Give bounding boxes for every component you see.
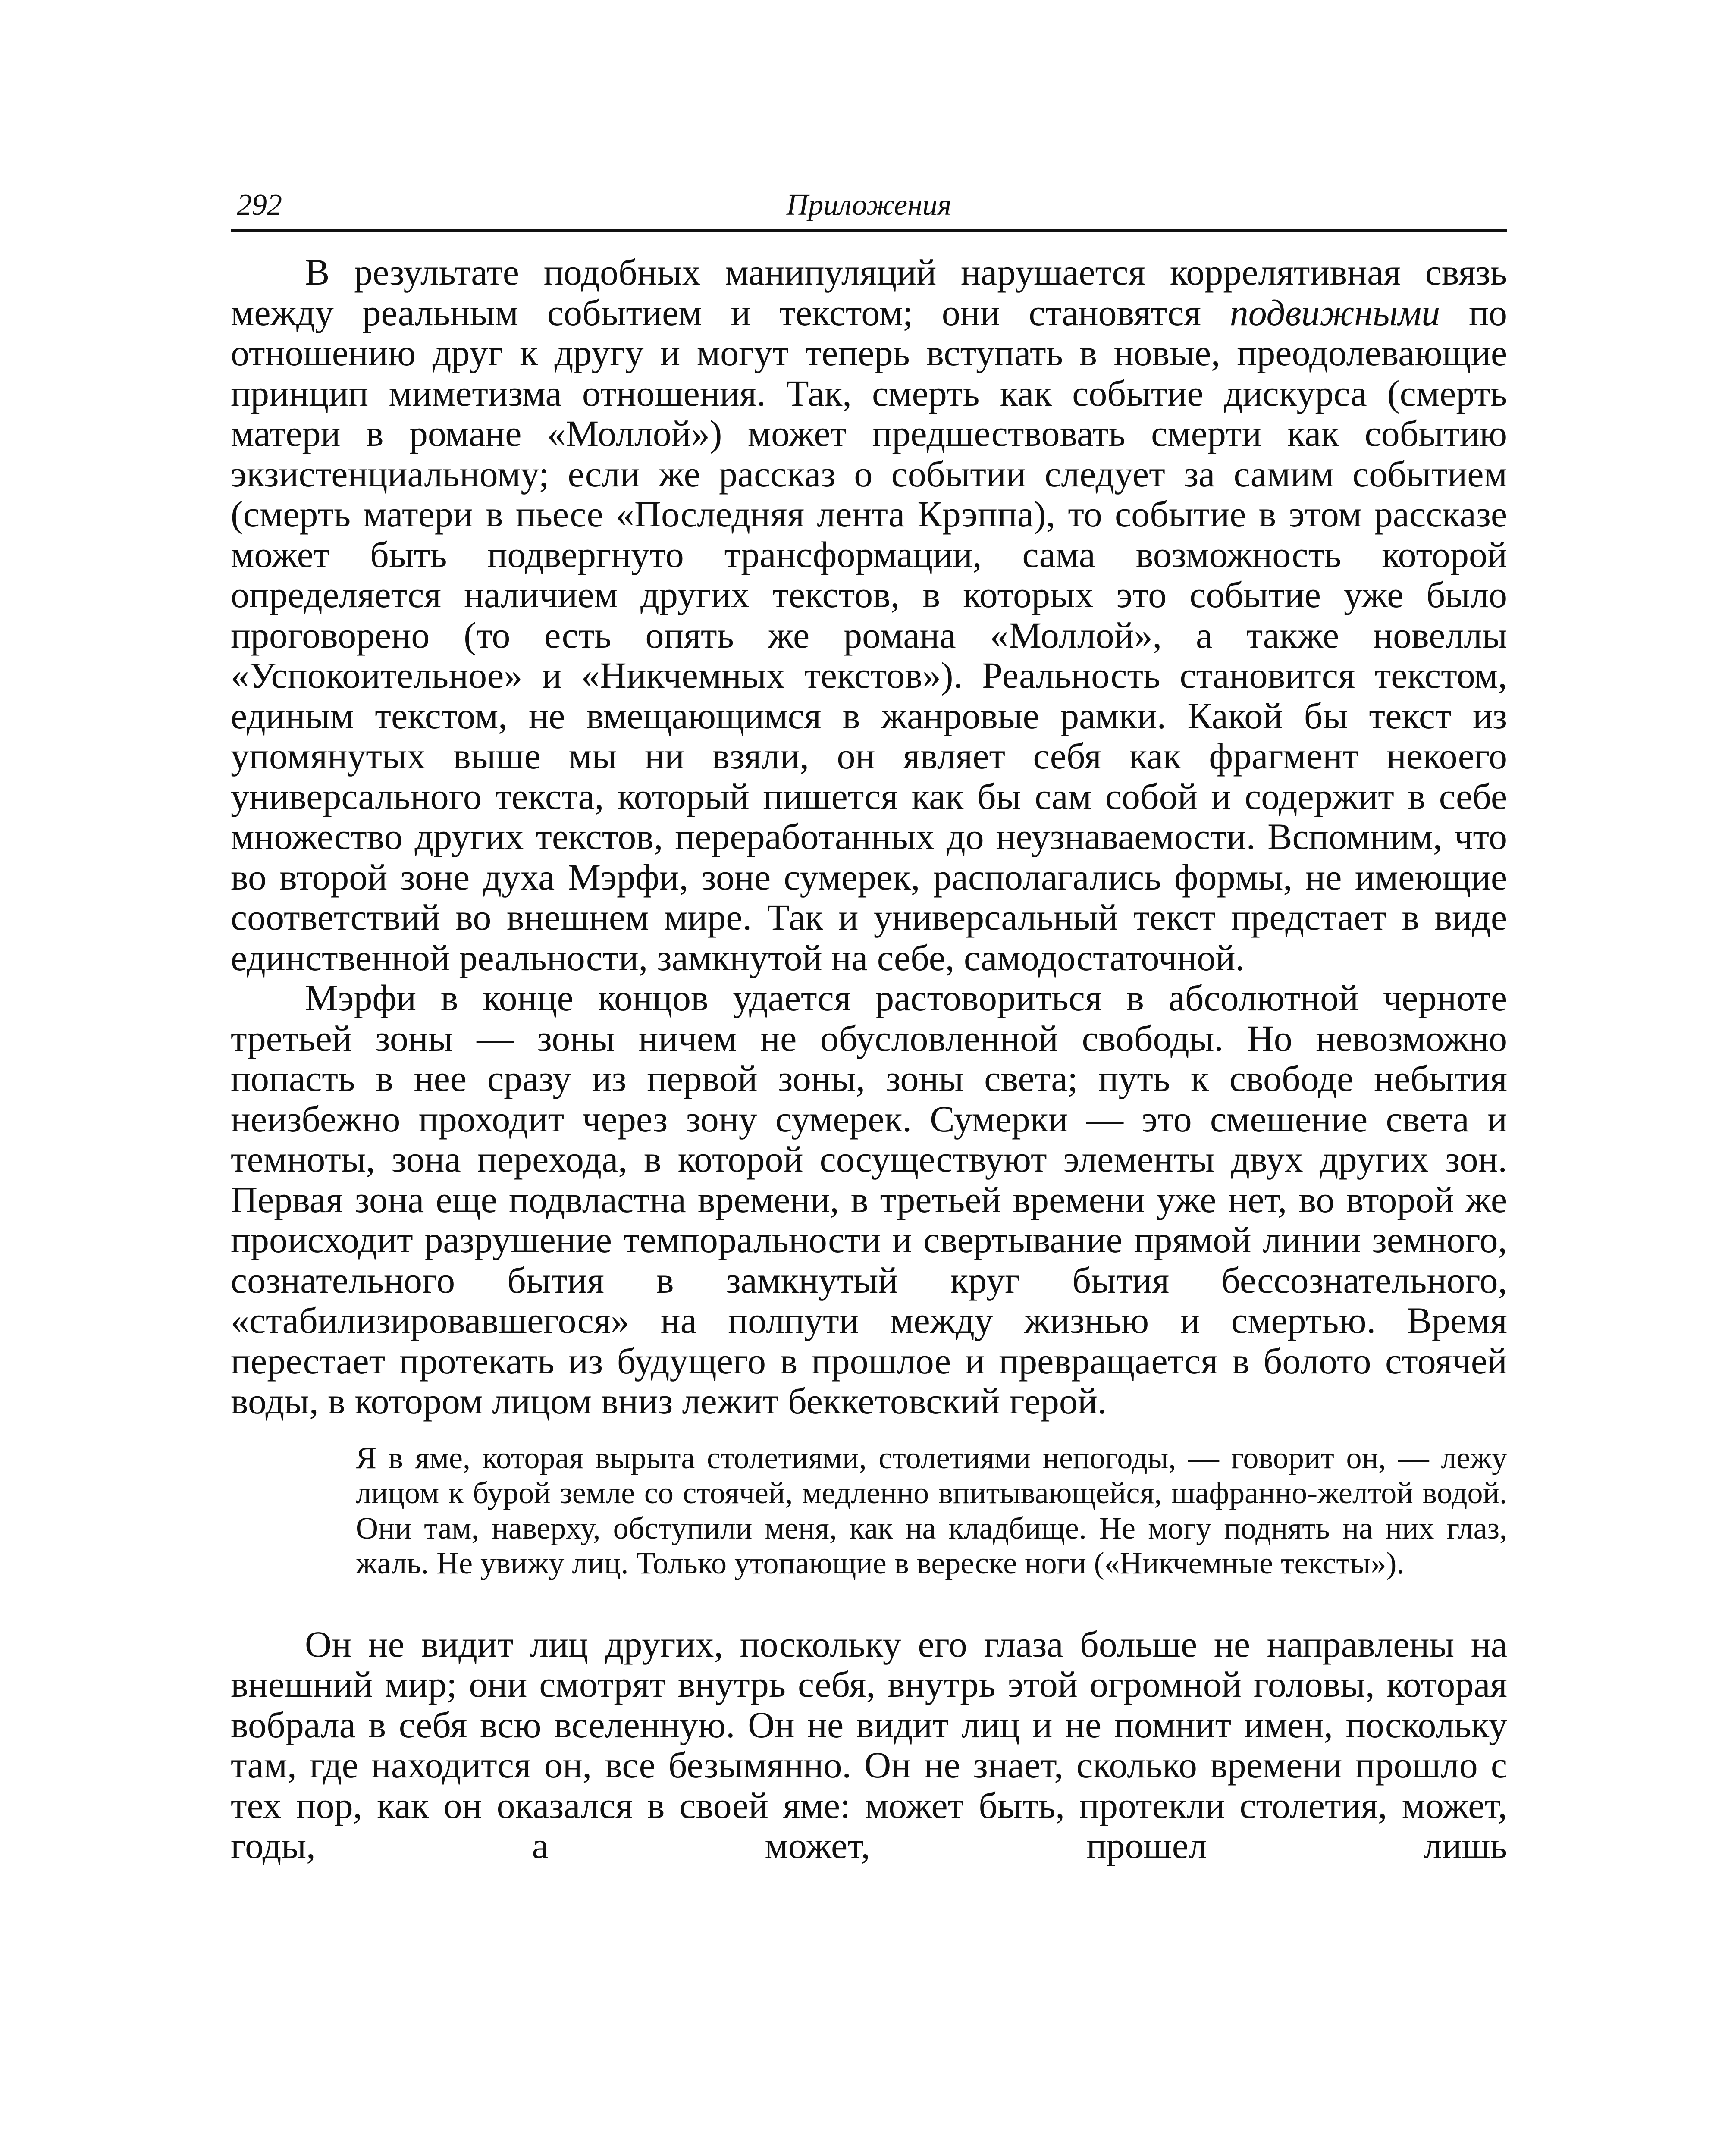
emphasized-word: подвижными: [1229, 291, 1440, 333]
block-quote: [356, 1441, 1507, 1581]
paragraph-3: Он не видит лиц других, поскольку его глаза больше не направлены на внешний мир; они смотрят внутрь себя, внутрь этой огромной головы, которая вобрала в себя всю вселенную. Он не видит лиц и не помнит имен, поскольку там, где находится он, все безымянно. Он не знает, сколько времени прошло с тех пор, как он оказался в своей яме: может быть, протекли столетия, может, годы, а может, прошел лишь: [231, 1623, 1507, 1866]
paragraph-1: [231, 252, 1507, 978]
page-number: 292: [237, 188, 282, 222]
paragraph-2: Мэрфи в конце концов удается растовориться в абсолютной черноте третьей зоны — зоны ничем не обусловленной свободы. Но невозможно попасть в нее сразу из первой зоны, зоны света; путь к свободе небытия неизбежно проходит через зону сумерек. Сумерки — это смешение света и темноты, зона перехода, в которой сосуществуют элементы двух других зон. Первая зона еще подвластна времени, в третьей времени уже нет, во второй же происходит разрушение темпоральности и свертывание прямой линии земного, сознательного бытия в замкнутый круг бытия бессознательного, «стабилизировавшегося» на полпути между жизнью и смертью. Время перестает протекать из будущего в прошлое и превращается в болото стоячей воды, в котором лицом вниз лежит беккетовский герой.: [231, 977, 1507, 1422]
book-page: [231, 181, 1507, 1866]
body-text: [231, 252, 1507, 1422]
body-text-continued: [231, 1624, 1507, 1866]
section-title: Приложения: [786, 188, 952, 222]
paragraph-1-part-1: В результате подобных манипуляций нарушается коррелятивная связь между реальным событием и текстом; они становятся: [231, 251, 1507, 333]
paragraph-1-part-2: по отношению друг к другу и могут теперь вступать в новые, преодолевающие принцип миметизма отношения. Так, смерть как событие дискурса (смерть матери в романе «Моллой») может предшествовать смерти как событию экзистенциальному; если же рассказ о событии следует за самим событием (смерть матери в пьесе «Последняя лента Крэппа), то событие в этом рассказе может быть подвергнуто трансформации, сама возможность которой определяется наличием других текстов, в которых это событие уже было проговорено (то есть опять же романа «Моллой», а также новеллы «Успокоительное» и «Никчемных текстов»). Реальность становится текстом, единым текстом, не вмещающимся в жанровые рамки. Какой бы текст из упомянутых выше мы ни взяли, он являет себя как фрагмент некоего универсального текста, который пишется как бы сам собой и содержит в себе множество других текстов, переработанных до неузнаваемости. Вспомним, что во второй зоне духа Мэрфи, зоне сумерек, располагались формы, не имеющие соответствий во внешнем мире. Так и универсальный текст предстает в виде единственной реальности, замкнутой на себе, самодостаточной.: [231, 291, 1507, 978]
quote-text: Я в яме, которая вырыта столетиями, столетиями непогоды, — говорит он, — лежу лицом к бурой земле со стоячей, медленно впитывающейся, шафранно-желтой водой. Они там, наверху, обступили меня, как на кладбище. Не могу поднять на них глаз, жаль. Не увижу лиц. Только утопающие в вереске ноги («Никчемные тексты»).: [356, 1440, 1507, 1580]
running-head: [231, 181, 1507, 232]
